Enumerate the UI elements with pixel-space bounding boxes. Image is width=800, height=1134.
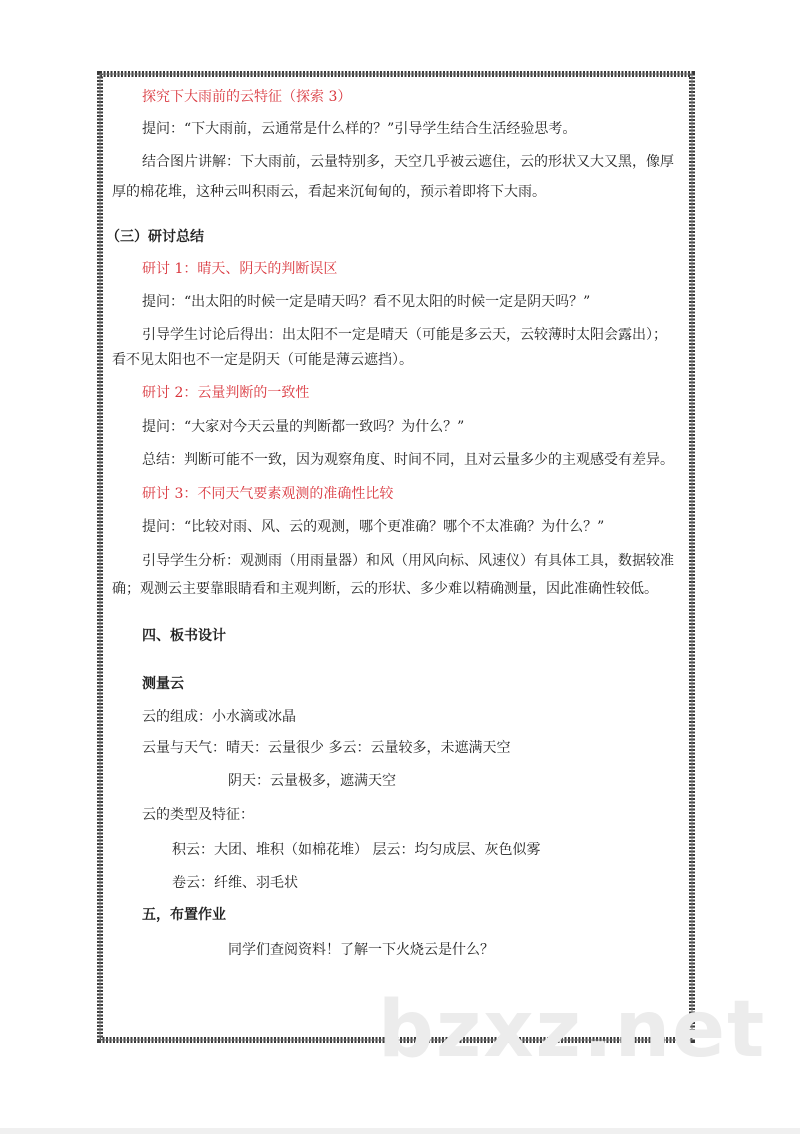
discussion1-question: 提问：“出太阳的时候一定是晴天吗？看不见太阳的时候一定是阴天吗？” <box>142 294 591 310</box>
board-heading: 四、板书设计 <box>142 628 226 644</box>
explore3-title: 探究下大雨前的云特征（探索 3） <box>142 89 352 105</box>
watermark: bzxz.net <box>378 985 767 1075</box>
explore3-explain-line1: 结合图片讲解：下大雨前，云量特别多，天空几乎被云遮住，云的形状又大又黑，像厚 <box>142 154 674 170</box>
homework-text: 同学们查阅资料！了解一下火烧云是什么？ <box>228 942 494 958</box>
board-title: 测量云 <box>142 676 184 692</box>
board-types-line2: 卷云：纤维、羽毛状 <box>172 875 298 891</box>
discussion3-question: 提问：“比较对雨、风、云的观测，哪个更准确？哪个不太准确？为什么？” <box>142 519 605 535</box>
homework-heading: 五，布置作业 <box>142 907 226 923</box>
discussion2-answer: 总结：判断可能不一致，因为观察角度、时间不同，且对云量多少的主观感受有差异。 <box>142 452 674 468</box>
board-types-heading: 云的类型及特征： <box>142 807 254 823</box>
explore3-question: 提问：“下大雨前，云通常是什么样的？”引导学生结合生活经验思考。 <box>142 121 577 137</box>
discussion3-answer-line2: 确；观测云主要靠眼睛看和主观判断，云的形状、多少难以精确测量，因此准确性较低。 <box>112 581 658 597</box>
board-types-line1: 积云：大团、堆积（如棉花堆） 层云：均匀成层、灰色似雾 <box>172 842 541 858</box>
board-weather-line1: 云量与天气：晴天：云量很少 多云：云量较多，未遮满天空 <box>142 740 511 756</box>
board-weather-line2: 阴天：云量极多，遮满天空 <box>228 773 396 789</box>
board-composition: 云的组成：小水滴或冰晶 <box>142 709 296 725</box>
discussion1-answer-line1: 引导学生讨论后得出：出太阳不一定是晴天（可能是多云天，云较薄时太阳会露出）； <box>142 327 667 343</box>
discussion2-question: 提问：“大家对今天云量的判断都一致吗？为什么？” <box>142 419 465 435</box>
summary-heading: （三）研讨总结 <box>106 229 204 245</box>
discussion3-answer-line1: 引导学生分析：观测雨（用雨量器）和风（用风向标、风速仪）有具体工具，数据较准 <box>142 553 674 569</box>
explore3-explain-line2: 厚的棉花堆，这种云叫积雨云，看起来沉甸甸的，预示着即将下大雨。 <box>112 184 546 200</box>
page-edge <box>0 1128 800 1134</box>
discussion3-title: 研讨 3：不同天气要素观测的准确性比较 <box>142 486 394 502</box>
discussion1-answer-line2: 看不见太阳也不一定是阴天（可能是薄云遮挡）。 <box>112 352 413 368</box>
discussion1-title: 研讨 1：晴天、阴天的判断误区 <box>142 261 338 277</box>
discussion2-title: 研讨 2：云量判断的一致性 <box>142 385 310 401</box>
